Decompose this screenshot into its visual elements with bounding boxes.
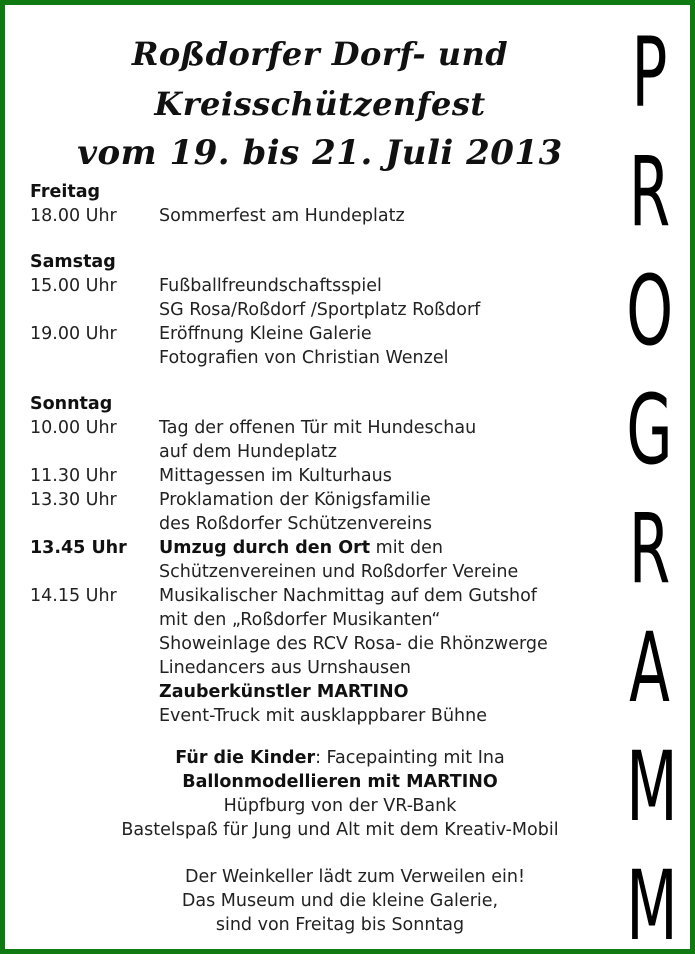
event-desc [159,584,548,728]
event-desc-line: Schützenvereinen und Roßdorfer Vereine [159,562,519,582]
vertical-letter: P [631,17,668,129]
event-desc-line: Fußballfreundschaftsspiel [159,276,382,296]
day-heading-saturday: Samstag [30,252,116,272]
event-desc: Sommerfest am Hundeplatz [159,206,405,226]
event-highlight: Umzug durch den Ort [159,538,371,558]
event-desc-line: Eröffnung Kleine Galerie [159,324,372,344]
vertical-letter: M [626,850,678,962]
vertical-letter: R [628,136,671,248]
event-desc-line: Event-Truck mit ausklappbarer Bühne [159,706,487,726]
vertical-letter: O [626,255,674,367]
info-section [5,865,675,937]
event-desc-line: Linedancers aus Urnshausen [159,658,411,678]
schedule-row-highlight [30,536,548,584]
event-desc-rest: mit den [370,538,443,558]
event-desc [159,274,480,322]
info-line: Das Museum und die kleine Galerie, [181,891,499,911]
vertical-letter: M [626,731,678,843]
kids-first: : Facepainting mit Ina [315,748,505,768]
schedule-row [30,464,548,488]
schedule [30,180,548,728]
event-desc-line: Musikalischer Nachmittag auf dem Gutshof [159,586,537,606]
event-desc-line: Tag der offenen Tür mit Hundeschau [159,418,477,438]
vertical-letter: A [629,612,670,724]
kids-label: Für die Kinder [175,748,316,768]
kids-line: Bastelspaß für Jung und Alt mit dem Kreativ-Mobil [121,820,559,840]
event-desc-line: SG Rosa/Roßdorf /Sportplatz Roßdorf [159,300,481,320]
kids-line-bold: Ballonmodellieren mit MARTINO [182,772,498,792]
event-desc [159,488,432,536]
event-time: 18.00 Uhr [30,206,117,226]
kids-section [5,746,675,842]
event-time: 14.15 Uhr [30,586,117,606]
title-dates: vom 19. bis 21. Juli 2013 [77,133,563,173]
schedule-row [30,416,548,464]
event-desc-line: Proklamation der Königsfamilie [159,490,431,510]
event-desc-line: Fotografien von Christian Wenzel [159,348,449,368]
event-desc [159,416,476,464]
vertical-programm [612,17,687,975]
title-line-2: Kreisschützenfest [154,85,486,123]
info-line: sind von Freitag bis Sonntag [215,915,465,935]
event-desc-line-bold: Zauberkünstler MARTINO [159,682,409,702]
title-line-1: Roßdorfer Dorf- und [131,35,509,73]
event-time: 19.00 Uhr [30,324,117,344]
event-desc-line: Showeinlage des RCV Rosa- die Rhönzwerge [159,634,548,654]
vertical-letter: R [628,493,671,605]
event-time: 13.45 Uhr [30,538,127,558]
day-heading-sunday: Sonntag [30,394,113,414]
event-desc-line: mit den „Roßdorfer Musikanten“ [159,610,441,630]
kids-line [5,746,675,770]
event-desc-line [159,536,518,560]
event-desc-line: auf dem Hundeplatz [159,442,337,462]
kids-line: Hüpfburg von der VR-Bank [223,796,457,816]
event-desc [159,322,448,370]
event-time: 13.30 Uhr [30,490,117,510]
event-desc-line: des Roßdorfer Schützenvereins [159,514,432,534]
schedule-row [30,274,548,322]
event-time: 15.00 Uhr [30,276,117,296]
schedule-row [30,322,548,370]
event-desc [159,536,518,584]
schedule-row [30,204,548,228]
event-desc: Mittagessen im Kulturhaus [159,466,392,486]
info-line: Der Weinkeller lädt zum Verweilen ein! [184,867,526,887]
event-time: 10.00 Uhr [30,418,117,438]
schedule-row [30,584,548,728]
day-heading-friday: Freitag [30,182,101,202]
event-time: 11.30 Uhr [30,466,117,486]
vertical-letter: G [626,374,673,486]
schedule-row [30,488,548,536]
